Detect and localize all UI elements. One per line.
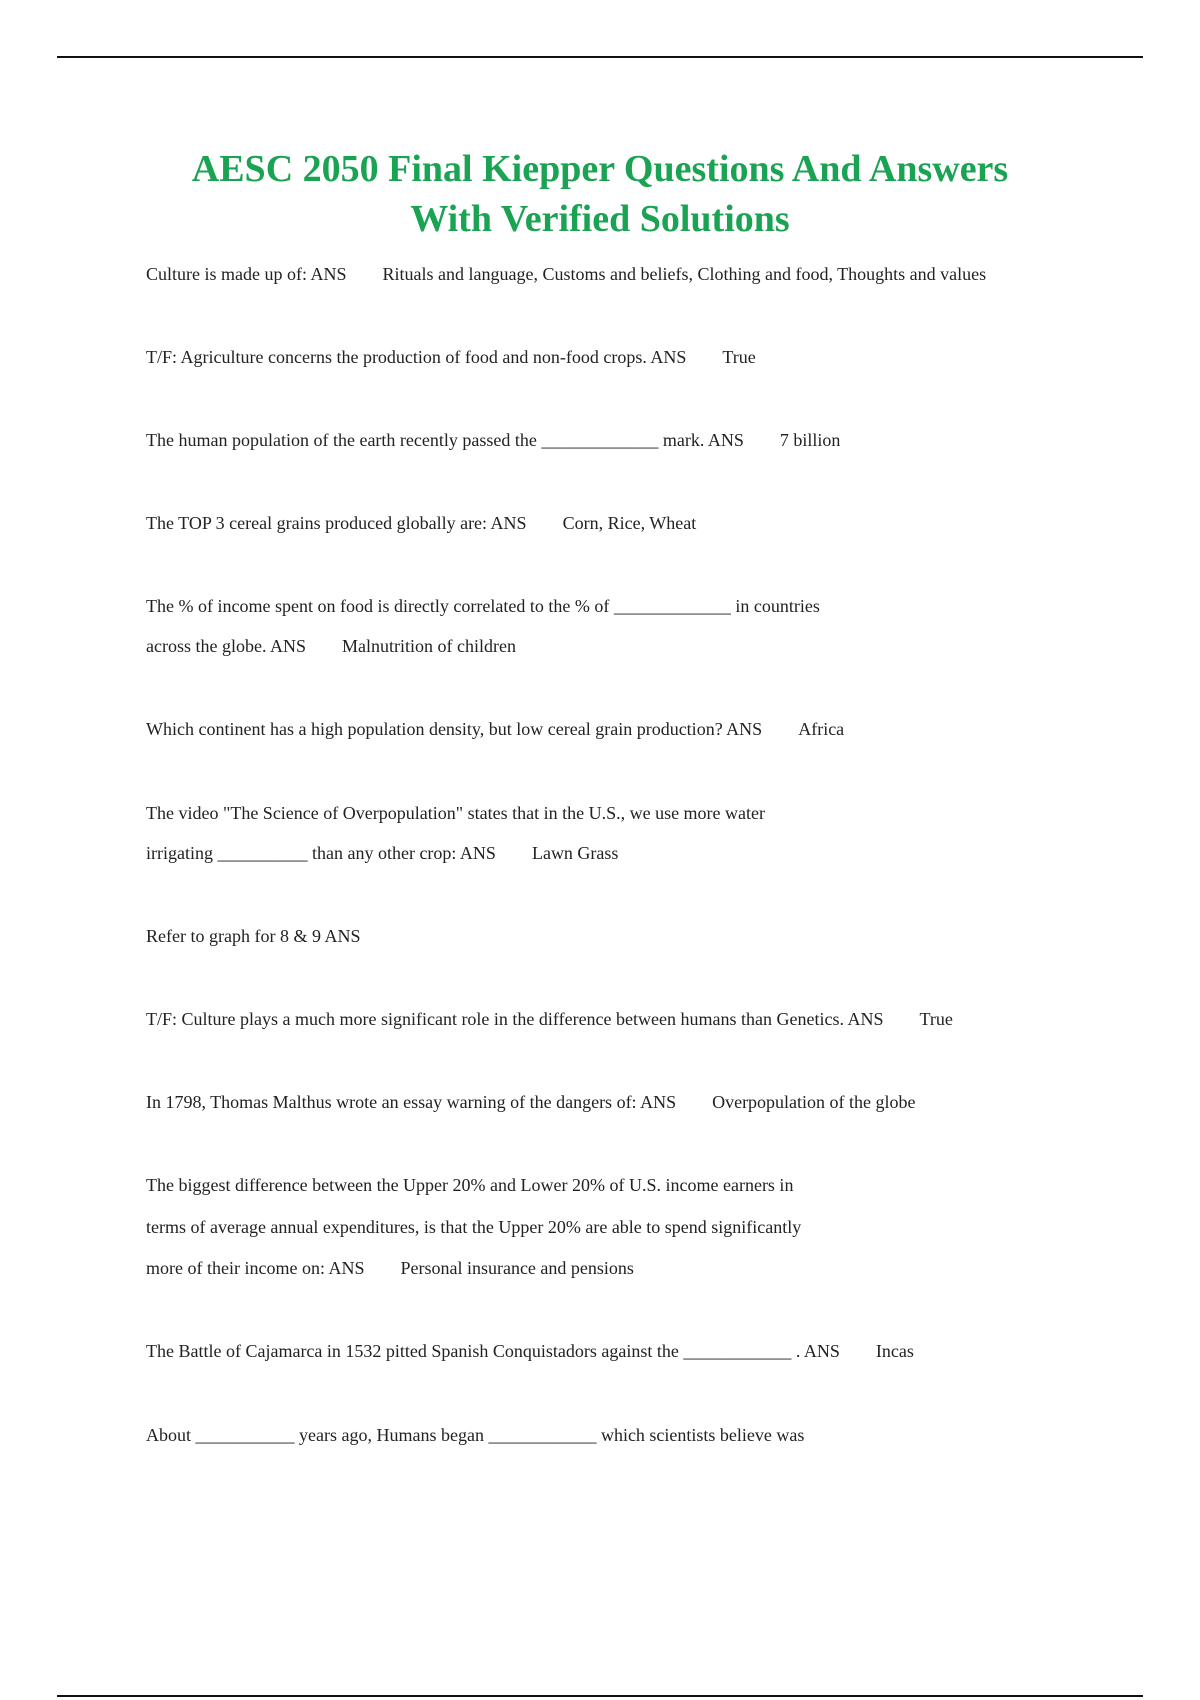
qa-item-2 [146,345,756,369]
answer-text: Corn, Rice, Wheat [562,513,697,533]
qa-item-13 [146,1423,804,1447]
document-title-line-2: With Verified Solutions [410,198,790,240]
answer-text: Lawn Grass [531,843,619,863]
answer-text: Personal insurance and pensions [400,1258,634,1278]
qa-item-1 [146,262,986,286]
question-text: irrigating __________ than any other crop: ANS [146,843,496,863]
qa-item-5-line-1 [146,594,820,618]
question-text: Culture is made up of: ANS [146,264,347,284]
question-text: The video "The Science of Overpopulation" states that in the U.S., we use more water [146,803,766,823]
question-text: T/F: Agriculture concerns the production of food and non-food crops. ANS [146,347,687,367]
answer-text: True [722,347,756,367]
qa-item-10 [146,1090,916,1114]
qa-item-11-line-3 [146,1256,634,1280]
answer-text: 7 billion [779,430,841,450]
qa-item-7-line-2 [146,841,618,865]
question-text: The Battle of Cajamarca in 1532 pitted Spanish Conquistadors against the ____________ . ANS [146,1341,840,1361]
question-text: more of their income on: ANS [146,1258,365,1278]
question-text: In 1798, Thomas Malthus wrote an essay warning of the dangers of: ANS [146,1092,677,1112]
qa-item-7-line-1 [146,801,765,825]
qa-item-6 [146,717,844,741]
qa-item-9 [146,1007,953,1031]
qa-item-5-line-2 [146,634,516,658]
qa-item-3 [146,428,840,452]
question-text: Which continent has a high population density, but low cereal grain production? ANS [146,719,763,739]
question-text: Refer to graph for 8 & 9 ANS [146,926,361,946]
answer-text: Africa [798,719,845,739]
question-text: The TOP 3 cereal grains produced globally are: ANS [146,513,527,533]
qa-item-12 [146,1339,914,1363]
answer-text: Overpopulation of the globe [712,1092,916,1112]
question-text: The human population of the earth recently passed the _____________ mark. ANS [146,430,744,450]
footer-rule [57,1695,1143,1697]
answer-text: Incas [875,1341,914,1361]
question-text: terms of average annual expenditures, is that the Upper 20% are able to spend significantly [146,1217,802,1237]
qa-item-8 [146,924,360,948]
qa-item-4 [146,511,696,535]
question-text: T/F: Culture plays a much more significant role in the difference between humans than Genetics. ANS [146,1009,884,1029]
answer-text: Rituals and language, Customs and beliefs, Clothing and food, Thoughts and values [382,264,987,284]
question-text: The % of income spent on food is directly correlated to the % of _____________ in countries [146,596,820,616]
qa-item-11-line-1 [146,1173,793,1197]
qa-item-11-line-2 [146,1215,801,1239]
answer-text: True [919,1009,953,1029]
question-text: The biggest difference between the Upper 20% and Lower 20% of U.S. income earners in [146,1175,794,1195]
question-text: About ___________ years ago, Humans began ____________ which scientists believe was [146,1425,805,1445]
question-text: across the globe. ANS [146,636,306,656]
document-title-line-1: AESC 2050 Final Kiepper Questions And Answers [191,148,1009,190]
answer-text: Malnutrition of children [341,636,516,656]
